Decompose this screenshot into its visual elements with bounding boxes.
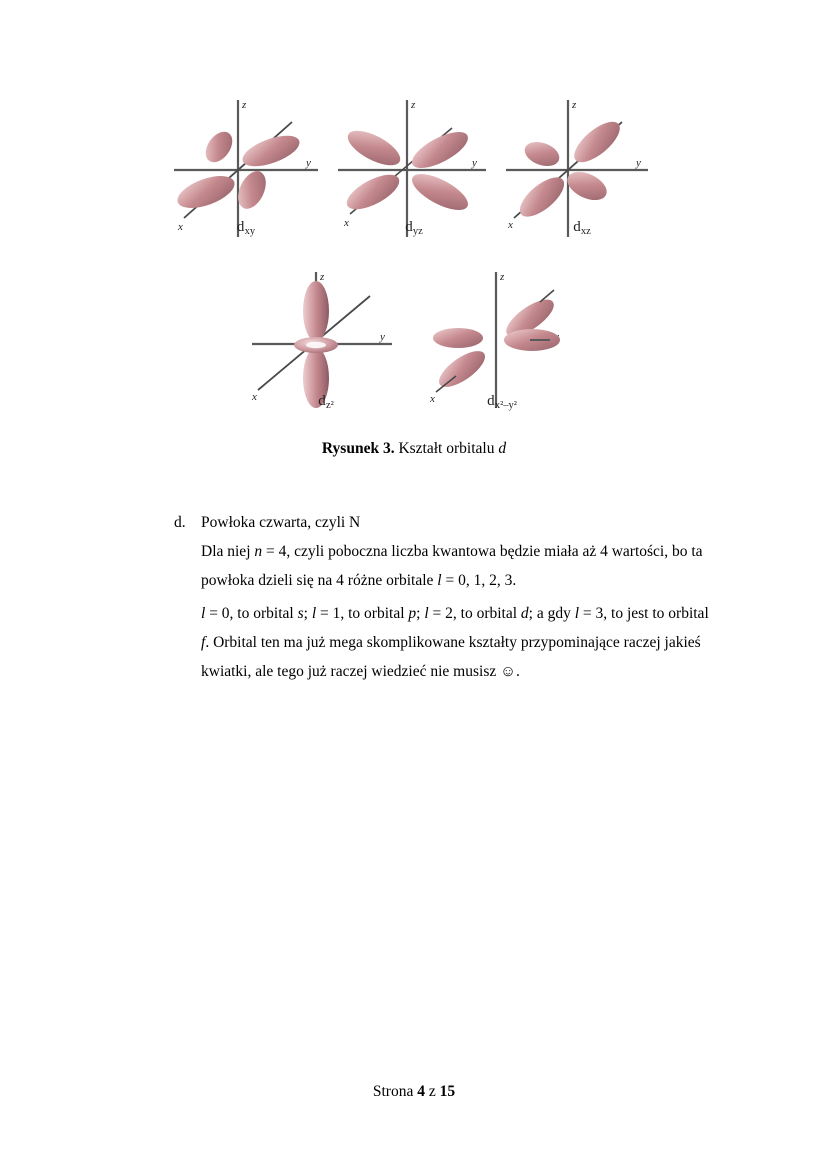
text-segment: = 4, czyli poboczna liczba kwantowa będzie miała aż 4 wartości, bo ta powłoka dzieli się na 4 różne orbitale	[201, 543, 703, 589]
text-segment: ;	[303, 605, 312, 622]
math-var-l: l	[311, 605, 317, 622]
orbital-row-1	[0, 0, 828, 260]
orbital-label-d-yz: $d_{yz}$	[405, 219, 423, 237]
orbital-label-d-xz: $d_{xz}$	[573, 219, 591, 237]
axis-label-x: x	[508, 219, 513, 231]
orbital-diagram-d-x2-y2	[422, 266, 582, 434]
orbital-row-2	[0, 260, 828, 434]
axis-label-y: y	[472, 157, 477, 169]
math-var-l: l	[437, 572, 442, 589]
figure-caption-text: Kształt orbitalu	[394, 440, 499, 457]
orbital-lobes	[294, 281, 338, 408]
footer-total-pages: 15	[439, 1083, 456, 1100]
math-var-l: l	[201, 605, 206, 622]
list-item	[174, 508, 719, 686]
axis-label-z: z	[411, 99, 416, 111]
math-var-l: l	[574, 605, 580, 622]
smiley-icon: ☺	[500, 663, 516, 680]
text-segment: ;	[416, 605, 425, 622]
axis-label-x: x	[178, 221, 183, 233]
text-segment: . Orbital ten ma już mega skomplikowane kształty przypominające raczej jakieś kwiatki, ale tego już raczej wiedzieć nie musisz	[201, 634, 701, 680]
orbital-diagram-d-xz	[502, 92, 662, 260]
axis-label-y: y	[636, 157, 641, 169]
figure-caption	[0, 440, 828, 458]
section-heading: Powłoka czwarta, czyli N	[201, 514, 361, 531]
orbital-label-d-z2: $d_{z^2}$	[318, 393, 334, 411]
text-segment: .	[515, 663, 520, 680]
math-var-f: f	[201, 634, 206, 651]
text-segment: = 1, to orbital	[316, 605, 409, 622]
math-var-n: n	[254, 543, 263, 560]
page-footer	[0, 1083, 828, 1101]
axis-label-z: z	[320, 271, 325, 283]
figure-orbital-shapes	[0, 0, 828, 434]
text-segment: = 0, to orbital	[205, 605, 298, 622]
axis-label-z: z	[242, 99, 247, 111]
text-segment: = 3, to jest to orbital	[579, 605, 709, 622]
axis-label-y: y	[380, 331, 385, 343]
axis-label-z: z	[572, 99, 577, 111]
orbital-subscript: xz	[580, 225, 591, 237]
text-segment: = 2, to orbital	[428, 605, 521, 622]
orbital-diagram-d-z2	[246, 266, 406, 434]
text-segment: = 0, 1, 2, 3.	[441, 572, 517, 589]
axis-label-y: y	[306, 157, 311, 169]
paragraph-orbital-types	[201, 599, 719, 686]
orbital-diagram-d-yz	[334, 92, 494, 260]
main-content	[0, 508, 828, 686]
figure-caption-orbital: d	[498, 440, 507, 457]
footer-prefix: Strona	[372, 1083, 418, 1100]
text-segment: ; a gdy	[528, 605, 575, 622]
paragraph-shell-four	[201, 537, 719, 595]
orbital-subscript: yz	[412, 225, 423, 237]
text-segment: Dla niej	[201, 543, 255, 560]
footer-page-number: 4	[417, 1083, 425, 1100]
math-var-d: d	[520, 605, 529, 622]
axis-label-x: x	[252, 391, 257, 403]
axis-label-x: x	[430, 393, 435, 405]
list-item-body	[201, 508, 719, 686]
axis-label-z: z	[500, 271, 505, 283]
orbital-subscript: z²	[325, 399, 334, 411]
math-var-p: p	[408, 605, 417, 622]
orbital-diagram-d-xy	[166, 92, 326, 260]
axis-label-x: x	[344, 217, 349, 229]
list-marker: d.	[174, 514, 186, 531]
orbital-label-d-xy: $d_{xy}$	[236, 219, 256, 237]
orbital-subscript: x²–y²	[494, 399, 517, 411]
footer-middle: z	[424, 1083, 440, 1100]
figure-caption-number: Rysunek 3.	[321, 440, 395, 457]
orbital-label-d-x2-y2: $d_{x^2-y^2}$	[487, 393, 517, 411]
math-var-s: s	[297, 605, 304, 622]
orbital-subscript: xy	[244, 225, 256, 237]
math-var-l: l	[424, 605, 429, 622]
